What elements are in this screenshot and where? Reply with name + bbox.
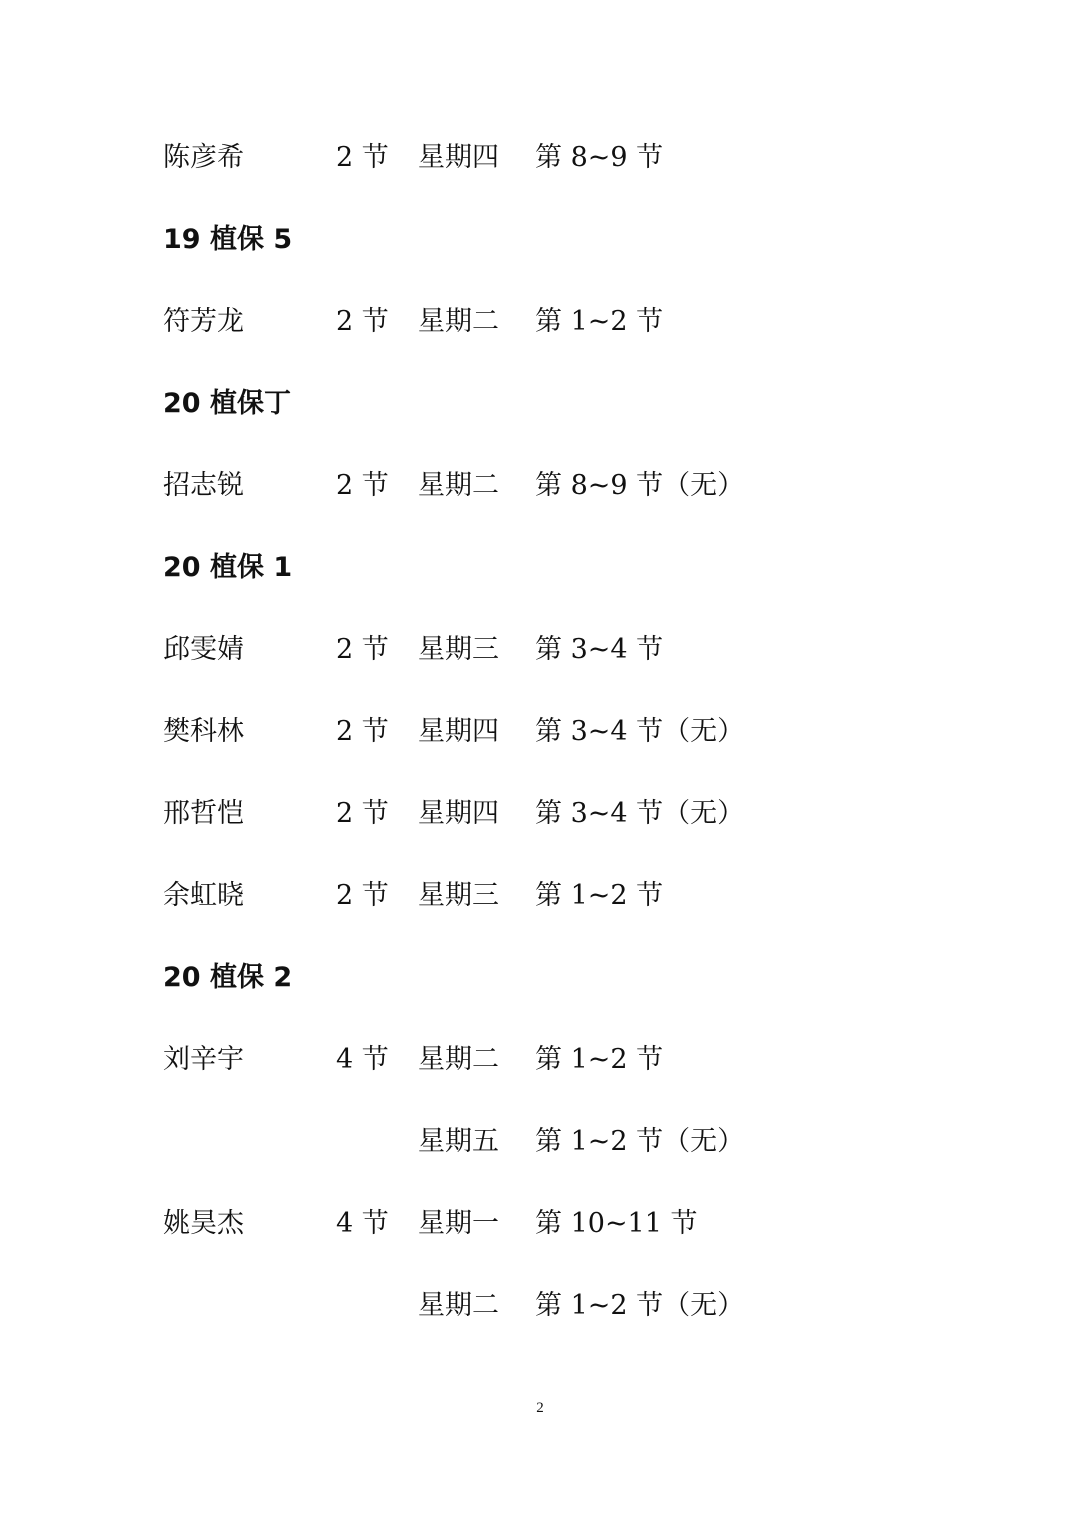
schedule-row (0, 712, 1080, 752)
weekday: 星期二 (418, 306, 499, 337)
weekday: 星期三 (418, 880, 499, 911)
student-name: 邱雯婧 (163, 634, 244, 665)
weekday: 星期四 (418, 716, 499, 747)
class-hours: 2 节 (336, 470, 389, 501)
period: 第 8~9 节 (535, 142, 664, 173)
weekday: 星期二 (418, 470, 499, 501)
weekday: 星期二 (418, 1044, 499, 1075)
class-hours: 4 节 (336, 1208, 389, 1239)
schedule-row (0, 302, 1080, 342)
schedule-row (0, 876, 1080, 916)
student-name: 符芳龙 (163, 306, 244, 337)
class-heading: 20 植保 2 (163, 962, 293, 993)
period: 第 1~2 节 (535, 1044, 664, 1075)
period: 第 10~11 节 (535, 1208, 698, 1239)
class-heading: 20 植保丁 (163, 388, 291, 419)
weekday: 星期四 (418, 798, 499, 829)
student-name: 招志锐 (163, 470, 244, 501)
weekday: 星期三 (418, 634, 499, 665)
period: 第 1~2 节（无） (535, 1126, 745, 1157)
weekday: 星期一 (418, 1208, 499, 1239)
weekday: 星期四 (418, 142, 499, 173)
schedule-row (0, 1204, 1080, 1244)
class-hours: 2 节 (336, 798, 389, 829)
period: 第 3~4 节（无） (535, 798, 745, 829)
class-heading: 20 植保 1 (163, 552, 293, 583)
class-hours: 4 节 (336, 1044, 389, 1075)
schedule-row (0, 138, 1080, 178)
student-name: 邢哲恺 (163, 798, 244, 829)
class-hours: 2 节 (336, 306, 389, 337)
class-heading: 19 植保 5 (163, 224, 293, 255)
period: 第 3~4 节 (535, 634, 664, 665)
schedule-row (0, 630, 1080, 670)
schedule-row (0, 1286, 1080, 1326)
student-name: 陈彦希 (163, 142, 244, 173)
weekday: 星期五 (418, 1126, 499, 1157)
student-name: 樊科林 (163, 716, 244, 747)
page-number: 2 (536, 1400, 544, 1416)
period: 第 1~2 节（无） (535, 1290, 745, 1321)
class-hours: 2 节 (336, 142, 389, 173)
schedule-row (0, 466, 1080, 506)
period: 第 8~9 节（无） (535, 470, 745, 501)
class-hours: 2 节 (336, 880, 389, 911)
student-name: 余虹晓 (163, 880, 244, 911)
period: 第 1~2 节 (535, 880, 664, 911)
student-name: 姚昊杰 (163, 1208, 244, 1239)
student-name: 刘辛宇 (163, 1044, 244, 1075)
schedule-row (0, 1040, 1080, 1080)
schedule-row (0, 1122, 1080, 1162)
class-hours: 2 节 (336, 716, 389, 747)
weekday: 星期二 (418, 1290, 499, 1321)
class-hours: 2 节 (336, 634, 389, 665)
period: 第 3~4 节（无） (535, 716, 745, 747)
period: 第 1~2 节 (535, 306, 664, 337)
schedule-row (0, 794, 1080, 834)
